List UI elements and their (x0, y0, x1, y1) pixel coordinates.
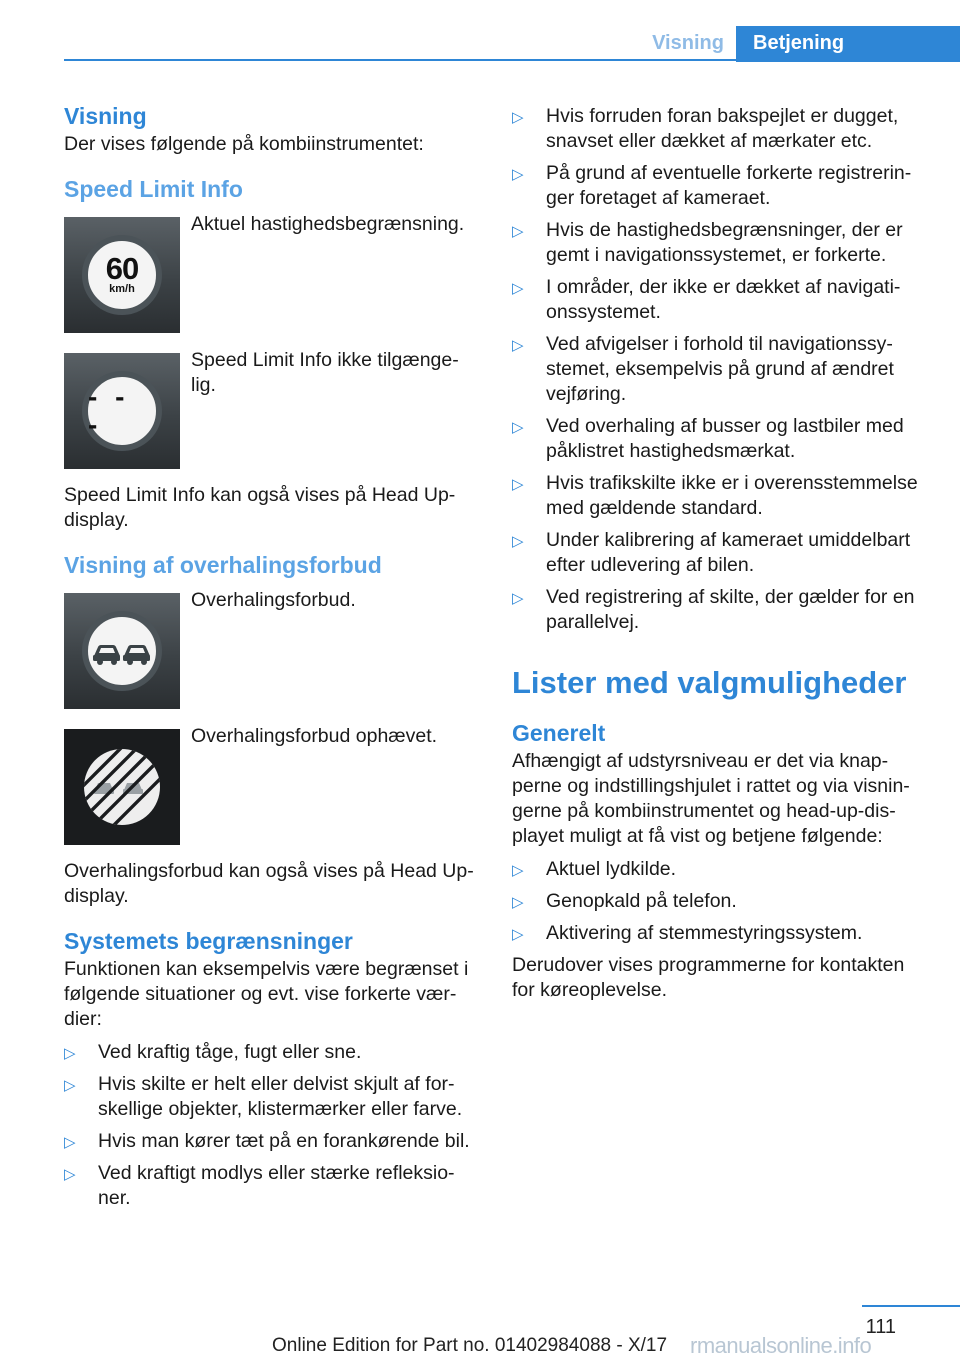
overtaking-note: Overhalingsforbud kan også vises på Head Up-display. (64, 860, 474, 907)
header-tab-betjening[interactable]: Betjening (736, 26, 960, 62)
footer-rule (862, 1305, 960, 1307)
bullet-triangle-icon: ▷ (64, 1045, 76, 1062)
bullet-triangle-icon: ▷ (512, 337, 524, 354)
general-intro: Afhængigt af udstyrsniveau er det via knap-perne og indstillingshjulet i rattet og via visnin-gerne på kombiinstrumentet og head-up-dis-playet muligt at få vist og betjene følgende: (512, 750, 910, 847)
list-item: ▷ På grund af eventuelle forkerte registrerin-ger foretaget af kameraet. (512, 162, 912, 209)
list-item: ▷ Hvis skilte er helt eller delvist skjult af for-skellige objekter, klistermærker eller farve. (64, 1073, 463, 1120)
two-cars-icon (91, 634, 153, 668)
section-title-visning: Visning (64, 103, 147, 129)
general-outro: Derudover vises programmerne for kontakten for køreoplevelse. (512, 954, 905, 1001)
end-no-overtaking-icon (64, 729, 180, 845)
speed-limit-row-1 (64, 213, 482, 333)
left-column (64, 100, 482, 1218)
speed-limit-unavailable-icon (64, 353, 180, 469)
right-column (512, 104, 932, 1003)
no-overtaking-sign (82, 611, 162, 691)
bullet-triangle-icon: ▷ (512, 223, 524, 240)
list-item: ▷ Hvis de hastighedsbegrænsninger, der er gemt i navigationssystemet, er forkerte. (512, 219, 903, 266)
bullet-triangle-icon: ▷ (512, 419, 524, 436)
heading-general: Generelt (512, 720, 606, 746)
list-item: ▷ Ved afvigelser i forhold til navigationssy-stemet, eksempelvis på grund af ændret vejføring. (512, 333, 894, 405)
bullet-triangle-icon: ▷ (512, 590, 524, 607)
speed-sign-unit: km/h (109, 282, 135, 295)
heading-option-lists: Lister med valgmuligheder (512, 665, 907, 700)
overtaking-row-2 (64, 725, 482, 845)
bullet-triangle-icon: ▷ (512, 109, 524, 126)
list-item: ▷ Ved kraftigt modlys eller stærke refleksio-ner. (64, 1162, 455, 1209)
list-item: ▷ Genopkald på telefon. (512, 889, 932, 914)
overtaking-lifted-text: Overhalingsforbud ophævet. (191, 725, 438, 747)
list-item: ▷ Aktivering af stemmestyringssystem. (512, 921, 932, 946)
no-overtaking-icon (64, 593, 180, 709)
unavailable-sign (82, 371, 162, 451)
limitations-intro: Funktionen kan eksempelvis være begrænset i følgende situationer og evt. vise forkerte vær-dier: (64, 958, 469, 1030)
speed-sign (82, 235, 162, 315)
list-item: ▷ Hvis forruden foran bakspejlet er dugget, snavset eller dækket af mærkater etc. (512, 105, 899, 152)
list-item: ▷ Ved overhaling af busser og lastbiler med påklistret hastighedsmærkat. (512, 415, 904, 462)
bullet-triangle-icon: ▷ (512, 862, 524, 879)
header-rule (64, 59, 960, 61)
heading-limitations: Systemets begrænsninger (64, 928, 353, 954)
unavailable-sign-dashes: - - - (88, 381, 130, 440)
bullet-triangle-icon: ▷ (512, 476, 524, 493)
bullet-triangle-icon: ▷ (64, 1134, 76, 1151)
header-tab-visning[interactable]: Visning (652, 32, 724, 54)
overtaking-row-1 (64, 589, 482, 709)
bullet-triangle-icon: ▷ (64, 1077, 76, 1094)
edition-text: Online Edition for Part no. 01402984088 - X/17 (272, 1335, 668, 1356)
heading-speed-limit-info: Speed Limit Info (64, 176, 243, 202)
limitations-list-continued (512, 104, 932, 635)
list-item: ▷ Ved registrering af skilte, der gælder for en parallelvej. (512, 586, 915, 633)
end-no-overtaking-sign (80, 745, 164, 829)
list-item: ▷ Under kalibrering af kameraet umiddelbart efter udlevering af bilen. (512, 529, 911, 576)
list-item: ▷ Hvis man kører tæt på en forankørende bil. (64, 1129, 482, 1154)
page-number: 111 (865, 1316, 896, 1338)
bullet-triangle-icon: ▷ (64, 1166, 76, 1183)
speed-limit-note: Speed Limit Info kan også vises på Head Up-display. (64, 484, 456, 531)
options-list (512, 857, 932, 946)
speed-limit-60-icon (64, 217, 180, 333)
list-item: ▷ Ved kraftig tåge, fugt eller sne. (64, 1040, 482, 1065)
heading-overtaking: Visning af overhalingsforbud (64, 552, 382, 578)
watermark: rmanualsonline.info (690, 1333, 872, 1358)
speed-limit-current-text: Aktuel hastighedsbegrænsning. (191, 213, 465, 235)
bullet-triangle-icon: ▷ (512, 894, 524, 911)
bullet-triangle-icon: ▷ (512, 280, 524, 297)
bullet-triangle-icon: ▷ (512, 533, 524, 550)
bullet-triangle-icon: ▷ (512, 166, 524, 183)
overtaking-prohibited-text: Overhalingsforbud. (191, 589, 356, 611)
speed-limit-row-2 (64, 349, 482, 469)
list-item: ▷ Hvis trafikskilte ikke er i overensstemmelse med gældende standard. (512, 472, 918, 519)
bullet-triangle-icon: ▷ (512, 926, 524, 943)
list-item: ▷ I områder, der ikke er dækket af navigati-onssystemet. (512, 276, 901, 323)
limitations-list (64, 1040, 482, 1211)
speed-sign-number: 60 (105, 250, 139, 286)
visning-intro: Der vises følgende på kombiinstrumentet: (64, 133, 424, 155)
speed-limit-unavailable-text: Speed Limit Info ikke tilgænge-lig. (191, 349, 459, 396)
list-item: ▷ Aktuel lydkilde. (512, 857, 932, 882)
